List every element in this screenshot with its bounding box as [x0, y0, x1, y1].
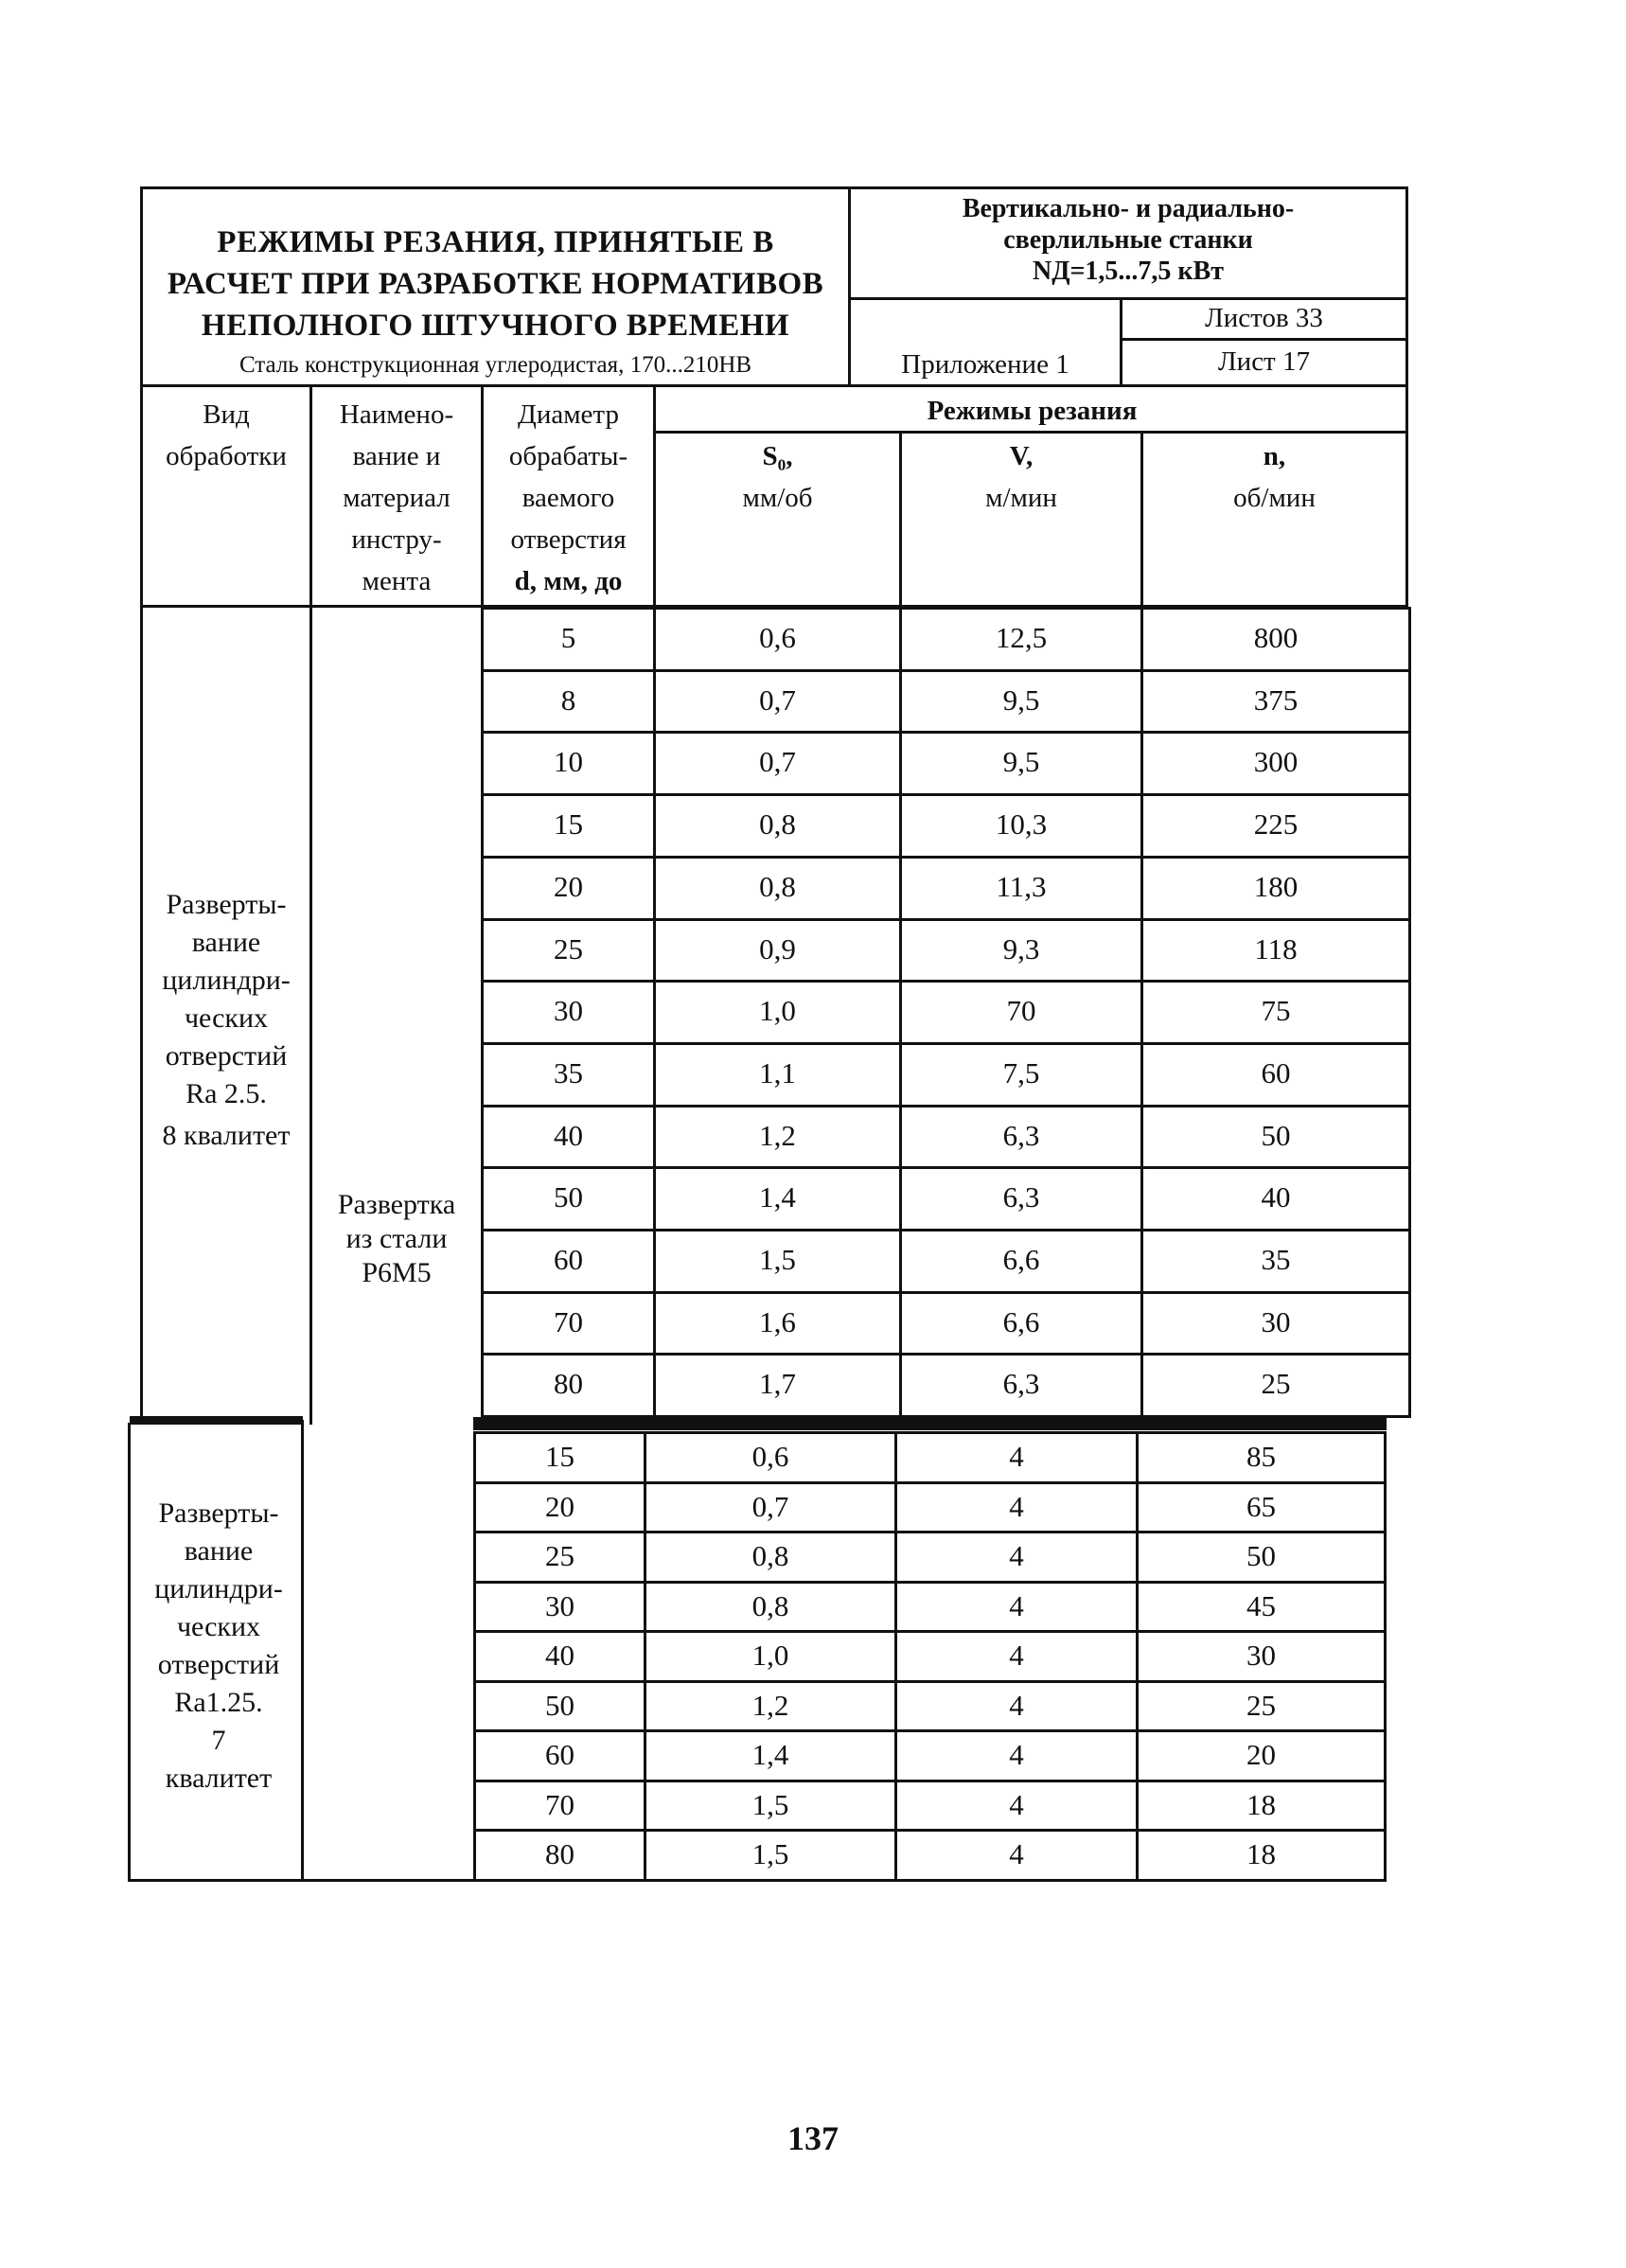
diameter-cell: 25 — [545, 1539, 574, 1572]
tool-col-rule — [309, 607, 312, 1425]
s0-cell: 1,5 — [751, 1837, 789, 1870]
header-line: V, — [1009, 441, 1034, 471]
header-line: Наимено- — [339, 399, 454, 430]
diameter-cell: 20 — [545, 1490, 574, 1523]
n-cell: 300 — [1253, 745, 1299, 778]
v-cell: 9,5 — [1002, 683, 1040, 717]
v-cell: 4 — [1009, 1689, 1024, 1722]
s0-cell: 1,4 — [751, 1738, 789, 1771]
diameter-cell: 40 — [545, 1639, 574, 1672]
n-cell: 50 — [1261, 1119, 1291, 1152]
n-cell: 40 — [1261, 1180, 1291, 1214]
diameter-cell: 5 — [560, 621, 576, 654]
machine-cell — [851, 189, 1405, 384]
header-line: об/мин — [1233, 483, 1316, 513]
operation-line: 8 квалитет — [162, 1120, 291, 1151]
s0-cell: 1,5 — [759, 1243, 796, 1276]
n-cell: 25 — [1246, 1689, 1276, 1722]
v-cell: 6,3 — [1002, 1119, 1040, 1152]
v-cell: 4 — [1009, 1639, 1024, 1672]
header-line: n, — [1263, 441, 1286, 471]
diameter-cell: 60 — [545, 1738, 574, 1771]
operation-line: отверстий — [165, 1040, 288, 1072]
header-line: Вид — [203, 399, 250, 430]
s0-cell: 0,9 — [759, 932, 796, 966]
tool-line: Р6М5 — [362, 1257, 432, 1288]
v-cell: 9,3 — [1002, 932, 1040, 966]
s0-cell: 1,5 — [751, 1788, 789, 1821]
header-line: м/мин — [985, 483, 1057, 513]
n-cell: 800 — [1253, 621, 1299, 654]
header-line: вание и — [352, 441, 441, 471]
v-cell: 10,3 — [995, 807, 1048, 841]
n-cell: 65 — [1246, 1490, 1276, 1523]
n-cell: 20 — [1246, 1738, 1276, 1771]
s0-cell: 0,8 — [759, 870, 796, 903]
n-cell: 60 — [1261, 1056, 1291, 1090]
n-cell: 85 — [1246, 1440, 1276, 1473]
page-number: 137 — [787, 2119, 839, 2157]
s0-cell: 0,7 — [759, 745, 796, 778]
header-line: инстру- — [351, 524, 442, 555]
s0-cell: 0,6 — [751, 1440, 789, 1473]
sheets-total: Листов 33 — [1122, 297, 1405, 341]
tool-cell — [312, 1188, 481, 1290]
tool-line: из стали — [345, 1223, 448, 1254]
operation-line: ческих — [176, 1611, 261, 1642]
material-spec: Сталь конструкционная углеродистая, 170...210НВ — [239, 352, 752, 378]
n-cell: 30 — [1246, 1639, 1276, 1672]
table-title — [143, 221, 848, 346]
diameter-cell: 70 — [554, 1305, 583, 1338]
operation-line: Ra 2.5. — [186, 1078, 267, 1109]
n-cell: 375 — [1253, 683, 1299, 717]
diameter-cell: 15 — [545, 1440, 574, 1473]
s0-cell: 0,7 — [751, 1490, 789, 1523]
s0-cell: 0,6 — [759, 621, 796, 654]
s0-cell: 1,6 — [759, 1305, 796, 1338]
n-cell: 75 — [1261, 994, 1291, 1027]
s0-cell: 1,4 — [759, 1180, 796, 1214]
operation-cell-group-2 — [131, 1495, 307, 1798]
title-line: РАСЧЕТ ПРИ РАЗРАБОТКЕ НОРМАТИВОВ — [167, 267, 824, 301]
diameter-cell: 20 — [554, 870, 583, 903]
diameter-cell: 25 — [554, 932, 583, 966]
operation-line: цилиндри- — [154, 1573, 283, 1604]
operation-cell-group-1 — [143, 886, 309, 1155]
machine-line: Вертикально- и радиально- — [962, 194, 1295, 223]
v-cell: 4 — [1009, 1837, 1024, 1870]
s0-cell: 1,7 — [759, 1367, 796, 1400]
n-cell: 18 — [1246, 1788, 1276, 1821]
n-cell: 35 — [1261, 1243, 1291, 1276]
s0-cell: 1,1 — [759, 1056, 796, 1090]
diameter-cell: 8 — [560, 683, 576, 717]
n-cell: 180 — [1253, 870, 1299, 903]
col-v-header — [902, 435, 1140, 519]
operation-line: Разверты- — [158, 1497, 279, 1529]
n-cell: 25 — [1261, 1367, 1291, 1400]
v-cell: 6,6 — [1002, 1243, 1040, 1276]
s0-cell: 0,8 — [751, 1589, 789, 1622]
diameter-cell: 70 — [545, 1788, 574, 1821]
n-cell: 118 — [1254, 932, 1298, 966]
s0-cell: 0,8 — [759, 807, 796, 841]
col-rule — [1384, 1431, 1387, 1879]
diameter-cell: 80 — [545, 1837, 574, 1870]
operation-line: цилиндри- — [162, 965, 291, 996]
diameter-cell: 50 — [554, 1180, 583, 1214]
n-cell: 225 — [1253, 807, 1299, 841]
n-cell: 50 — [1246, 1539, 1276, 1572]
s0-cell: 0,7 — [759, 683, 796, 717]
v-cell: 11,3 — [996, 870, 1047, 903]
v-cell: 4 — [1009, 1589, 1024, 1622]
header-line: мм/об — [742, 483, 813, 513]
title-cell — [143, 189, 851, 384]
col-s0-header — [656, 435, 899, 519]
group-separator — [473, 1417, 1387, 1430]
header-line: обрабаты- — [508, 441, 628, 471]
table-header-block — [140, 186, 1408, 387]
v-cell: 7,5 — [1002, 1056, 1040, 1090]
col-tool-header — [312, 394, 481, 602]
s0-cell: 1,0 — [759, 994, 796, 1027]
operation-line: отверстий — [157, 1649, 280, 1680]
operation-line: вание — [184, 1535, 254, 1567]
diameter-cell: 30 — [554, 994, 583, 1027]
v-cell: 6,6 — [1002, 1305, 1040, 1338]
v-cell: 4 — [1009, 1490, 1024, 1523]
frame-bottom — [128, 1879, 1387, 1882]
header-line: мента — [362, 566, 432, 596]
diameter-cell: 80 — [554, 1367, 583, 1400]
diameter-cell: 30 — [545, 1589, 574, 1622]
v-cell: 70 — [1006, 994, 1036, 1027]
diameter-cell: 35 — [554, 1056, 583, 1090]
n-cell: 30 — [1261, 1305, 1291, 1338]
s0-cell: 0,8 — [751, 1539, 789, 1572]
header-line: Диаметр — [518, 399, 619, 430]
v-cell: 4 — [1009, 1440, 1024, 1473]
diameter-cell: 10 — [554, 745, 583, 778]
col-rule — [1408, 607, 1411, 1415]
diameter-cell: 40 — [554, 1119, 583, 1152]
title-line: НЕПОЛНОГО ШТУЧНОГО ВРЕМЕНИ — [201, 309, 790, 343]
appendix-label: Приложение 1 — [901, 349, 1069, 380]
power-range: NД=1,5...7,5 кВт — [1032, 257, 1224, 286]
diameter-cell: 50 — [545, 1689, 574, 1722]
s0-cell: 1,0 — [751, 1639, 789, 1672]
v-cell: 6,3 — [1002, 1367, 1040, 1400]
operation-line: Ra1.25. — [174, 1687, 263, 1718]
operation-line: вание — [191, 927, 261, 958]
v-cell: 12,5 — [995, 621, 1048, 654]
machine-type — [851, 189, 1405, 300]
header-line: d, мм, до — [514, 566, 623, 596]
modes-divider — [653, 431, 1408, 434]
diameter-cell: 15 — [554, 807, 583, 841]
header-line: материал — [343, 483, 451, 513]
v-cell: 9,5 — [1002, 745, 1040, 778]
n-cell: 45 — [1246, 1589, 1276, 1622]
v-cell: 4 — [1009, 1738, 1024, 1771]
machine-line: сверлильные станки — [1003, 225, 1253, 255]
operation-line: ческих — [184, 1002, 269, 1034]
col-diameter-header — [484, 394, 653, 602]
col-operation-header — [143, 394, 309, 477]
cutting-modes-title: Режимы резания — [927, 396, 1138, 426]
v-cell: 4 — [1009, 1788, 1024, 1821]
operation-line: Разверты- — [166, 889, 287, 920]
operation-line: 7 — [211, 1725, 226, 1756]
n-cell: 18 — [1246, 1837, 1276, 1870]
tool-line: Развертка — [337, 1189, 456, 1220]
group-separator — [130, 1416, 303, 1425]
v-cell: 4 — [1009, 1539, 1024, 1572]
col-n-header — [1143, 435, 1405, 519]
header-line: отверстия — [510, 524, 627, 555]
appendix-cell — [851, 297, 1122, 384]
operation-line: квалитет — [165, 1763, 273, 1794]
v-cell: 6,3 — [1002, 1180, 1040, 1214]
title-line: РЕЖИМЫ РЕЗАНИЯ, ПРИНЯТЫЕ В — [217, 225, 774, 259]
header-line: обработки — [166, 441, 287, 471]
s0-cell: 1,2 — [759, 1119, 796, 1152]
header-line: S₀, — [762, 441, 793, 471]
s0-cell: 1,2 — [751, 1689, 789, 1722]
sheet-number: Лист 17 — [1218, 346, 1310, 377]
diameter-cell: 60 — [554, 1243, 583, 1276]
header-line: ваемого — [521, 483, 615, 513]
